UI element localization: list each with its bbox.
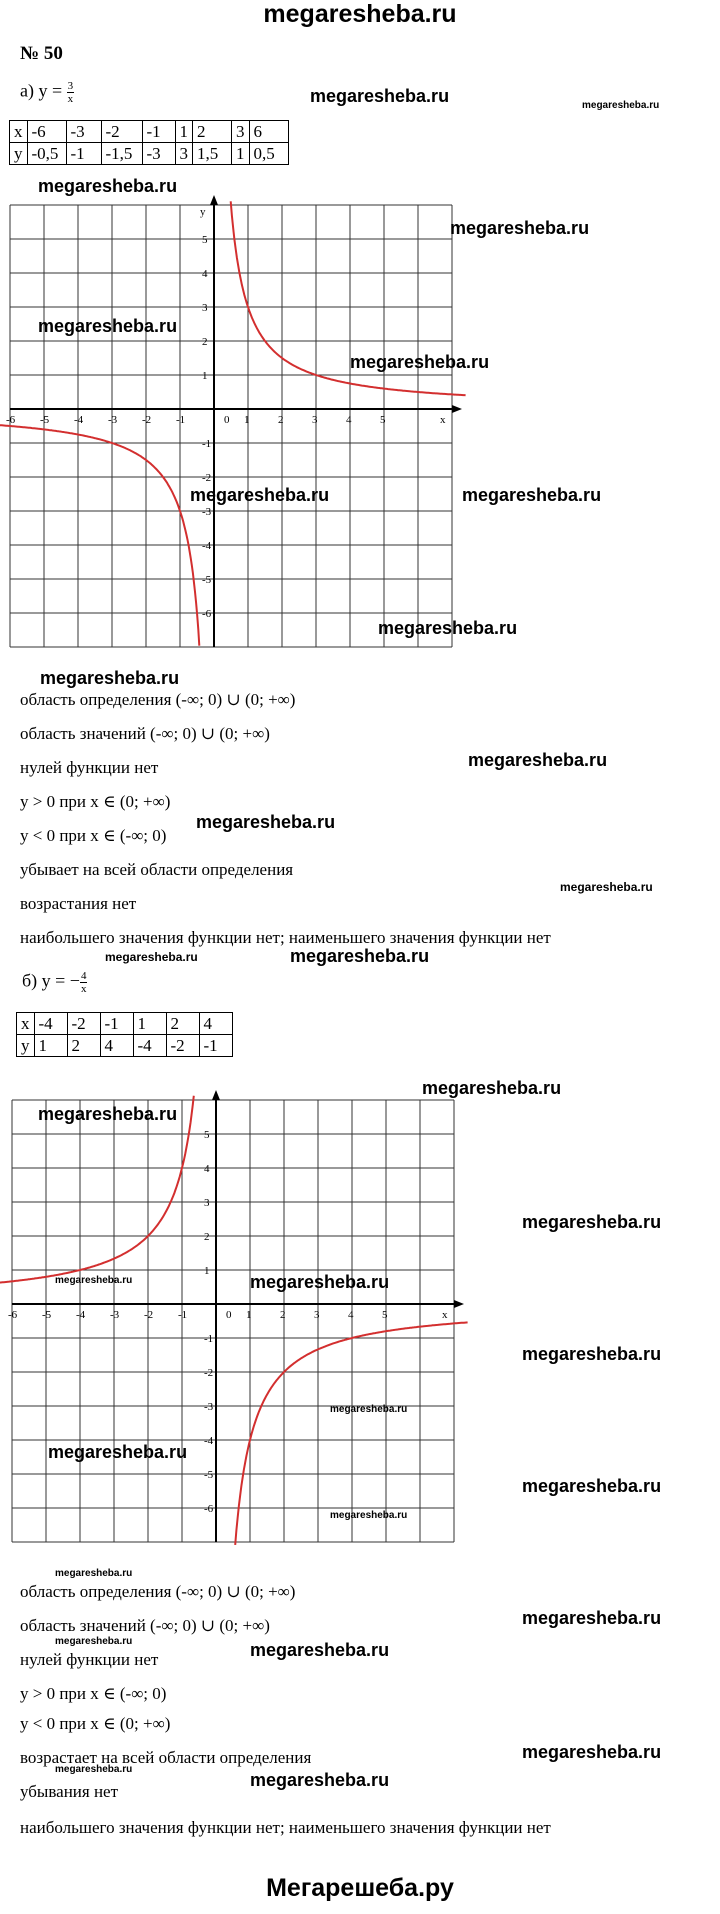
part-b-label: б) y = − (22, 970, 80, 991)
part-a-label: а) y = (20, 80, 67, 101)
part-a-prop-negative: y < 0 при x ∈ (-∞; 0) (20, 826, 167, 845)
watermark: megaresheba.ru (196, 812, 336, 832)
part-b-prop-zeros: нулей функции нет (20, 1650, 159, 1669)
part-a-prop-domain: область определения (-∞; 0) ∪ (0; +∞) (20, 690, 296, 709)
table-header-y: y (17, 1035, 35, 1057)
part-b-value-table (16, 1012, 233, 1057)
part-a-prop-zeros: нулей функции нет (20, 758, 159, 777)
y-tick-label: 4 (204, 1163, 210, 1175)
watermark: megaresheba.ru (522, 1742, 662, 1762)
x-tick-label: 4 (346, 414, 352, 426)
y-tick-label: 1 (202, 370, 208, 382)
watermark: megaresheba.ru (378, 618, 518, 638)
watermark: megaresheba.ru (560, 880, 653, 894)
y-tick-label: -6 (204, 1503, 214, 1515)
origin-label: 0 (226, 1309, 232, 1321)
x-tick-label: 1 (244, 414, 250, 426)
x-tick-label: 5 (380, 414, 386, 426)
table-header-x: x (10, 121, 28, 143)
table-cell: 1 (133, 1013, 166, 1035)
part-a-plot (0, 195, 466, 647)
y-tick-label: -1 (204, 1333, 214, 1345)
watermark: megaresheba.ru (522, 1344, 662, 1364)
table-cell: -1 (100, 1013, 133, 1035)
y-tick-label: 5 (204, 1129, 210, 1141)
table-cell: -6 (27, 121, 66, 143)
watermark: megaresheba.ru (422, 1078, 562, 1098)
x-tick-label: -3 (108, 414, 118, 426)
y-tick-label: -1 (202, 438, 212, 450)
x-tick-label: 3 (314, 1309, 320, 1321)
watermark: megaresheba.ru (350, 352, 490, 372)
y-tick-label: 2 (204, 1231, 210, 1243)
watermark: megaresheba.ru (38, 1104, 178, 1124)
part-a-denominator: x (67, 93, 74, 105)
table-cell: 3 (175, 143, 193, 165)
table-header-x: x (17, 1013, 35, 1035)
table-cell: -3 (142, 143, 175, 165)
table-cell: -2 (101, 121, 142, 143)
x-tick-label: 2 (280, 1309, 286, 1321)
watermark: megaresheba.ru (290, 946, 430, 966)
table-cell: 2 (67, 1035, 100, 1057)
table-cell: 3 (232, 121, 250, 143)
part-b-prop-negative: y < 0 при x ∈ (0; +∞) (20, 1714, 171, 1733)
x-tick-label: 2 (278, 414, 284, 426)
part-a-prop-extrema: наибольшего значения функции нет; наименьшего значения функции нет (20, 928, 551, 947)
x-tick-label: -4 (76, 1309, 86, 1321)
table-cell: -1 (142, 121, 175, 143)
watermark: megaresheba.ru (55, 1275, 133, 1286)
table-cell: 2 (193, 121, 232, 143)
part-b-prop-extrema: наибольшего значения функции нет; наименьшего значения функции нет (20, 1818, 551, 1837)
table-cell: -1,5 (101, 143, 142, 165)
x-axis-arrow (454, 1300, 464, 1308)
part-b-prop-decrease: убывания нет (20, 1782, 119, 1801)
x-tick-label: -6 (8, 1309, 18, 1321)
watermark: megaresheba.ru (462, 485, 602, 505)
part-a-prop-range: область значений (-∞; 0) ∪ (0; +∞) (20, 724, 270, 743)
watermark: megaresheba.ru (55, 1568, 133, 1579)
y-tick-label: -3 (202, 506, 212, 518)
watermark: megaresheba.ru (40, 668, 180, 688)
part-b-plot (0, 1090, 468, 1545)
part-b-numerator: 4 (80, 970, 87, 982)
x-tick-label: -4 (74, 414, 84, 426)
y-tick-label: -2 (202, 472, 212, 484)
x-tick-label: -3 (110, 1309, 120, 1321)
x-tick-label: -1 (176, 414, 186, 426)
x-tick-label: -1 (178, 1309, 188, 1321)
watermark: megaresheba.ru (250, 1640, 390, 1660)
part-b-fraction (80, 970, 88, 995)
table-cell: 1 (34, 1035, 67, 1057)
table-header-y: y (10, 143, 28, 165)
y-tick-label: 3 (204, 1197, 210, 1209)
table-cell: -1 (66, 143, 101, 165)
part-b-prop-monotonic: возрастает на всей области определения (20, 1748, 312, 1767)
y-tick-label: 4 (202, 268, 208, 280)
y-tick-label: -6 (202, 608, 212, 620)
table-cell: -2 (67, 1013, 100, 1035)
table-cell: 2 (166, 1013, 199, 1035)
y-axis-arrow (210, 195, 218, 205)
site-footer: Мегарешеба.ру (266, 1874, 454, 1902)
table-cell: 4 (100, 1035, 133, 1057)
table-cell: -4 (34, 1013, 67, 1035)
x-tick-label: -5 (42, 1309, 52, 1321)
x-axis-name: x (440, 414, 446, 426)
y-tick-label: -4 (202, 540, 212, 552)
x-axis-arrow (452, 405, 462, 413)
x-tick-label: -2 (142, 414, 152, 426)
watermark: megaresheba.ru (450, 218, 590, 238)
x-tick-label: 3 (312, 414, 318, 426)
watermark: megaresheba.ru (468, 750, 608, 770)
watermark: megaresheba.ru (38, 316, 178, 336)
table-cell: 1 (175, 121, 193, 143)
table-cell: 1,5 (193, 143, 232, 165)
watermark: megaresheba.ru (522, 1608, 662, 1628)
y-tick-label: -4 (204, 1435, 214, 1447)
watermark: megaresheba.ru (522, 1476, 662, 1496)
part-b-prop-range: область значений (-∞; 0) ∪ (0; +∞) (20, 1616, 270, 1635)
table-cell: 1 (232, 143, 250, 165)
part-a-prop-positive: y > 0 при x ∈ (0; +∞) (20, 792, 171, 811)
x-axis-name: x (442, 1309, 448, 1321)
table-cell: 4 (199, 1013, 232, 1035)
task-number: № 50 (20, 43, 63, 64)
x-tick-label: -5 (40, 414, 50, 426)
watermark: megaresheba.ru (330, 1510, 408, 1521)
watermark: megaresheba.ru (310, 86, 450, 106)
part-a-prop-increase: возрастания нет (20, 894, 137, 913)
x-tick-label: 5 (382, 1309, 388, 1321)
y-tick-label: -2 (204, 1367, 214, 1379)
table-cell: -4 (133, 1035, 166, 1057)
watermark: megaresheba.ru (582, 100, 660, 111)
part-b-prop-domain: область определения (-∞; 0) ∪ (0; +∞) (20, 1582, 296, 1601)
watermark: megaresheba.ru (48, 1442, 188, 1462)
watermark: megaresheba.ru (250, 1770, 390, 1790)
y-axis-arrow (212, 1090, 220, 1100)
part-b-formula (22, 970, 87, 995)
y-tick-label: 2 (202, 336, 208, 348)
watermark: megaresheba.ru (55, 1764, 133, 1775)
watermark: megaresheba.ru (190, 485, 330, 505)
table-row-x (17, 1013, 233, 1035)
y-axis-name: y (200, 206, 206, 218)
part-b-denominator: x (80, 983, 87, 995)
table-cell: -0,5 (27, 143, 66, 165)
x-tick-label: -6 (6, 414, 16, 426)
x-tick-label: 1 (246, 1309, 252, 1321)
table-cell: -3 (66, 121, 101, 143)
y-tick-label: -5 (202, 574, 212, 586)
watermark: megaresheba.ru (250, 1272, 390, 1292)
site-header: megaresheba.ru (263, 0, 457, 28)
table-cell: -1 (199, 1035, 232, 1057)
origin-label: 0 (224, 414, 230, 426)
part-a-numerator: 3 (67, 80, 74, 92)
table-cell: 6 (249, 121, 288, 143)
watermark: megaresheba.ru (105, 950, 198, 964)
y-tick-label: 1 (204, 1265, 210, 1277)
x-tick-label: 4 (348, 1309, 354, 1321)
x-tick-label: -2 (144, 1309, 154, 1321)
watermark: megaresheba.ru (522, 1212, 662, 1232)
y-tick-label: -5 (204, 1469, 214, 1481)
y-tick-label: 5 (202, 234, 208, 246)
y-tick-label: 3 (202, 302, 208, 314)
table-cell: -2 (166, 1035, 199, 1057)
watermark: megaresheba.ru (55, 1636, 133, 1647)
table-row-y (17, 1035, 233, 1057)
y-tick-label: -3 (204, 1401, 214, 1413)
table-cell: 0,5 (249, 143, 288, 165)
watermark: megaresheba.ru (38, 176, 178, 196)
watermark: megaresheba.ru (330, 1404, 408, 1415)
part-b-prop-positive: y > 0 при x ∈ (-∞; 0) (20, 1684, 167, 1703)
part-a-prop-monotonic: убывает на всей области определения (20, 860, 294, 879)
